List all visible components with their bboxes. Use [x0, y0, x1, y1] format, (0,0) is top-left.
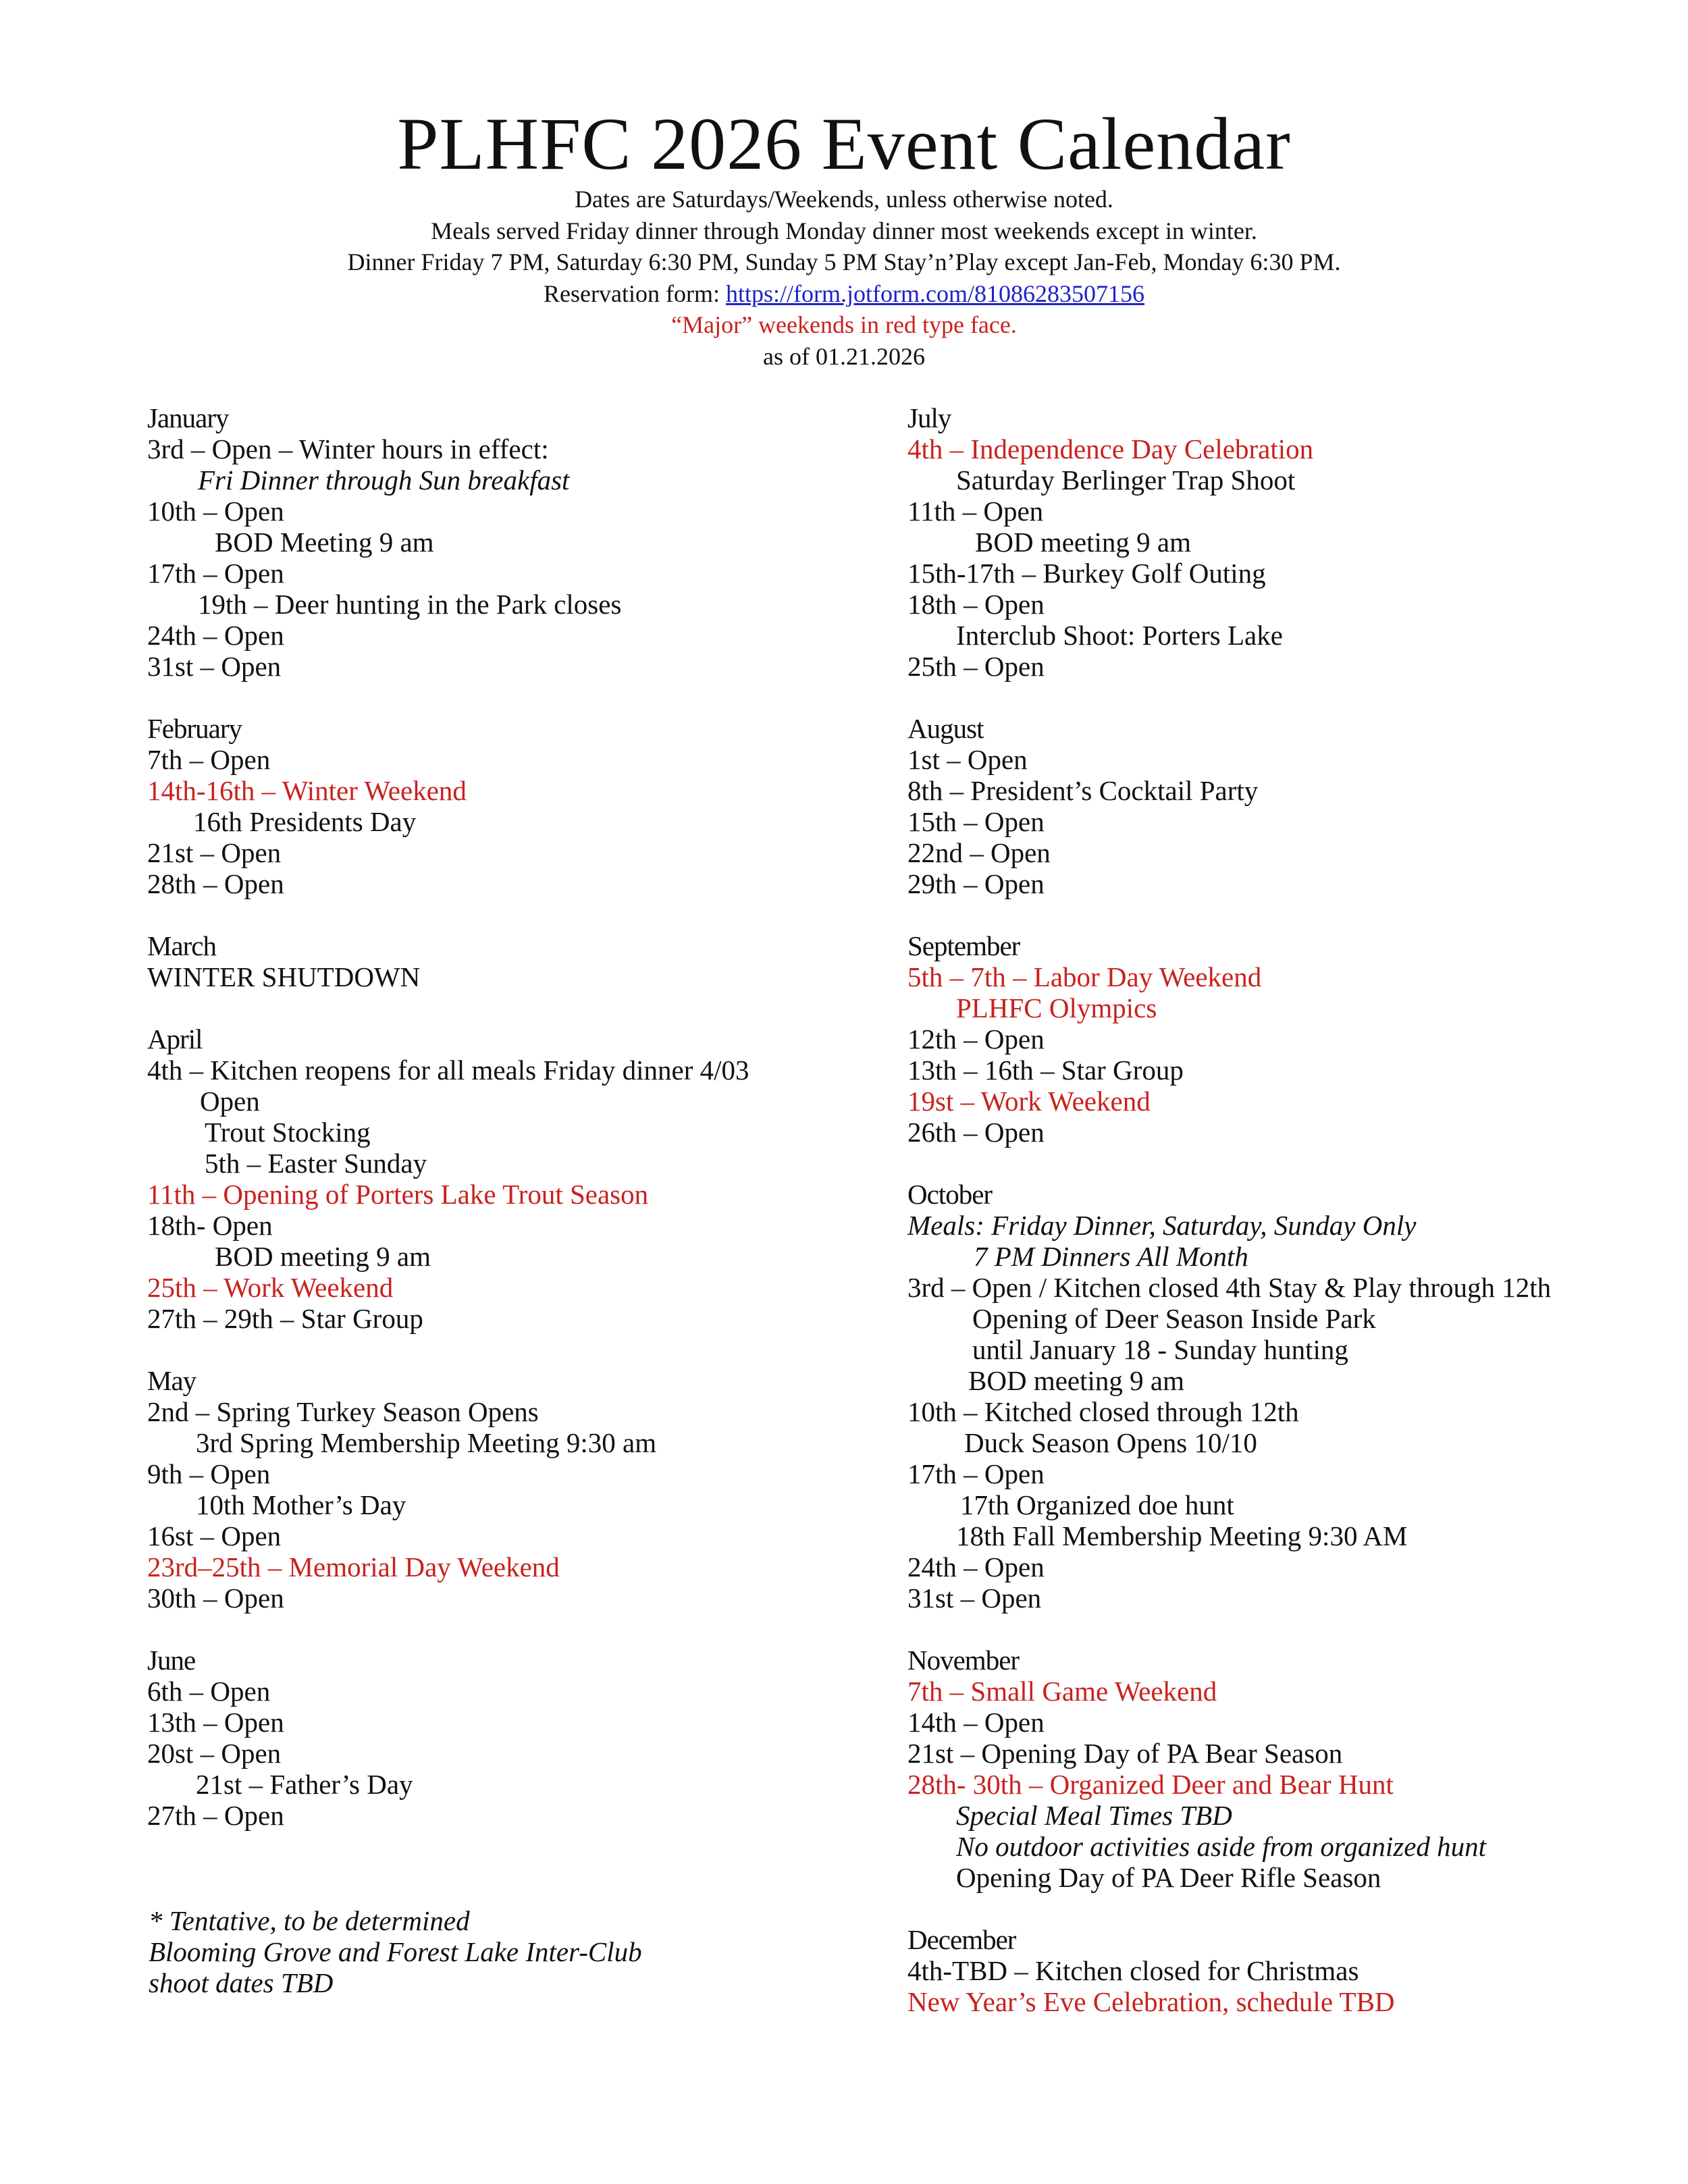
event-line: Open	[200, 1086, 260, 1117]
month-heading-august: August	[907, 713, 984, 744]
note-dinner-times: Dinner Friday 7 PM, Saturday 6:30 PM, Sunday 5 PM Stay’n’Play except Jan-Feb, Monday 6:30 PM.	[347, 248, 1341, 275]
note-meals: Meals served Friday dinner through Monday dinner most weekends except in winter.	[431, 217, 1257, 244]
page-title: PLHFC 2026 Event Calendar	[397, 103, 1291, 185]
event-line: 21st – Open	[147, 837, 282, 868]
event-line: 1st – Open	[907, 744, 1028, 775]
month-october	[907, 1179, 1551, 1614]
month-heading-september: September	[907, 930, 1020, 961]
month-heading-january: January	[147, 402, 229, 433]
month-heading-april: April	[147, 1023, 203, 1055]
month-heading-december: December	[907, 1924, 1016, 1955]
event-line: 28th- 30th – Organized Deer and Bear Hunt	[907, 1769, 1394, 1800]
event-line: 24th – Open	[907, 1551, 1045, 1582]
month-may	[147, 1365, 749, 1614]
event-line: BOD meeting 9 am	[975, 527, 1191, 558]
event-line: 7th – Small Game Weekend	[907, 1676, 1217, 1707]
event-line: 27th – Open	[147, 1800, 284, 1831]
reservation-link[interactable]: https://form.jotform.com/81086283507156	[725, 279, 1144, 307]
event-line: 10th – Kitched closed through 12th	[907, 1396, 1299, 1427]
note-dates: Dates are Saturdays/Weekends, unless otherwise noted.	[575, 186, 1113, 213]
event-line: 18th Fall Membership Meeting 9:30 AM	[956, 1520, 1408, 1551]
event-line: Meals: Friday Dinner, Saturday, Sunday Only	[907, 1210, 1417, 1241]
event-line: 4th – Independence Day Celebration	[907, 433, 1314, 464]
month-heading-march: March	[147, 930, 217, 961]
event-line: 12th – Open	[907, 1023, 1045, 1055]
event-line: 17th – Open	[147, 558, 284, 589]
event-line: 8th – President’s Cocktail Party	[907, 775, 1259, 806]
event-line: 20st – Open	[147, 1738, 282, 1769]
month-heading-october: October	[907, 1179, 993, 1210]
month-heading-june: June	[147, 1645, 196, 1676]
event-line: BOD meeting 9 am	[215, 1241, 431, 1272]
event-line: until January 18 - Sunday hunting	[972, 1334, 1348, 1365]
event-line: 13th – Open	[147, 1707, 284, 1738]
event-line: 15th-17th – Burkey Golf Outing	[907, 558, 1266, 589]
event-line: WINTER SHUTDOWN	[147, 961, 421, 992]
event-line: 11th – Open	[907, 496, 1044, 527]
event-line: Opening Day of PA Deer Rifle Season	[956, 1862, 1381, 1893]
event-line: 17th Organized doe hunt	[960, 1489, 1234, 1520]
event-line: Fri Dinner through Sun breakfast	[198, 464, 570, 496]
event-line: 5th – 7th – Labor Day Weekend	[907, 961, 1262, 992]
event-line: 28th – Open	[147, 868, 284, 899]
event-line: 7th – Open	[147, 744, 271, 775]
event-line: 19st – Work Weekend	[907, 1086, 1151, 1117]
event-line: Trout Stocking	[205, 1117, 371, 1148]
event-line: 21st – Opening Day of PA Bear Season	[907, 1738, 1343, 1769]
event-line: 3rd – Open – Winter hours in effect:	[147, 433, 549, 464]
event-line: 2nd – Spring Turkey Season Opens	[147, 1396, 539, 1427]
event-line: 26th – Open	[907, 1117, 1045, 1148]
event-line: 19th – Deer hunting in the Park closes	[198, 589, 622, 620]
event-line: New Year’s Eve Celebration, schedule TBD	[907, 1986, 1395, 2017]
event-line: No outdoor activities aside from organized hunt	[956, 1831, 1487, 1862]
event-line: 7 PM Dinners All Month	[974, 1241, 1248, 1272]
event-line: Interclub Shoot: Porters Lake	[956, 620, 1283, 651]
event-line: 14th-16th – Winter Weekend	[147, 775, 467, 806]
note-major-weekends: “Major” weekends in red type face.	[671, 311, 1017, 338]
footnote	[149, 1905, 642, 1998]
event-line: 16th Presidents Day	[193, 806, 417, 837]
event-line: 4th – Kitchen reopens for all meals Friday dinner 4/03	[147, 1055, 749, 1086]
month-june	[147, 1645, 749, 1831]
event-line: 18th- Open	[147, 1210, 273, 1241]
month-march	[147, 930, 749, 992]
event-line: 24th – Open	[147, 620, 284, 651]
note-as-of-date: as of 01.21.2026	[763, 342, 925, 370]
event-line: 23rd–25th – Memorial Day Weekend	[147, 1551, 560, 1582]
event-line: 5th – Easter Sunday	[205, 1148, 427, 1179]
month-november	[907, 1645, 1551, 1893]
event-line: PLHFC Olympics	[956, 992, 1157, 1023]
note-reservation	[0, 278, 1688, 310]
header-notes	[0, 184, 1688, 372]
reservation-label: Reservation form:	[544, 279, 726, 307]
month-heading-november: November	[907, 1645, 1020, 1676]
footnote-interclub: Blooming Grove and Forest Lake Inter-Club	[149, 1936, 642, 1967]
event-line: 31st – Open	[907, 1582, 1042, 1614]
month-april	[147, 1023, 749, 1334]
event-line: 9th – Open	[147, 1458, 271, 1489]
event-line: Saturday Berlinger Trap Shoot	[956, 464, 1296, 496]
month-december	[907, 1924, 1551, 2017]
event-line: 25th – Work Weekend	[147, 1272, 394, 1303]
event-line: 11th – Opening of Porters Lake Trout Season	[147, 1179, 649, 1210]
month-september	[907, 930, 1551, 1148]
month-august	[907, 713, 1551, 899]
event-line: Opening of Deer Season Inside Park	[972, 1303, 1376, 1334]
footnote-tentative: * Tentative, to be determined	[149, 1905, 470, 1936]
event-line: 13th – 16th – Star Group	[907, 1055, 1184, 1086]
month-july	[907, 402, 1551, 682]
event-line: 22nd – Open	[907, 837, 1051, 868]
left-column	[147, 402, 749, 1862]
event-line: 16st – Open	[147, 1520, 282, 1551]
month-heading-july: July	[907, 402, 951, 433]
event-line: 17th – Open	[907, 1458, 1045, 1489]
event-line: 21st – Father’s Day	[196, 1769, 413, 1800]
event-line: 4th-TBD – Kitchen closed for Christmas	[907, 1955, 1359, 1986]
event-line: 15th – Open	[907, 806, 1045, 837]
month-heading-may: May	[147, 1365, 196, 1396]
footnote-shoot-dates: shoot dates TBD	[149, 1967, 334, 1998]
right-column	[907, 402, 1551, 2048]
event-line: 30th – Open	[147, 1582, 284, 1614]
event-line: 18th – Open	[907, 589, 1045, 620]
event-line: 10th – Open	[147, 496, 284, 527]
event-line: 3rd Spring Membership Meeting 9:30 am	[196, 1427, 657, 1458]
month-january	[147, 402, 749, 682]
event-line: 10th Mother’s Day	[196, 1489, 406, 1520]
month-february	[147, 713, 749, 899]
event-line: 27th – 29th – Star Group	[147, 1303, 423, 1334]
event-line: 29th – Open	[907, 868, 1045, 899]
event-line: 25th – Open	[907, 651, 1045, 682]
event-line: 31st – Open	[147, 651, 282, 682]
event-line: BOD meeting 9 am	[968, 1365, 1184, 1396]
event-line: BOD Meeting 9 am	[215, 527, 434, 558]
event-line: Duck Season Opens 10/10	[964, 1427, 1257, 1458]
event-line: 14th – Open	[907, 1707, 1045, 1738]
month-heading-february: February	[147, 713, 242, 744]
event-line: Special Meal Times TBD	[956, 1800, 1232, 1831]
event-line: 6th – Open	[147, 1676, 271, 1707]
event-line: 3rd – Open / Kitchen closed 4th Stay & Play through 12th	[907, 1272, 1552, 1303]
